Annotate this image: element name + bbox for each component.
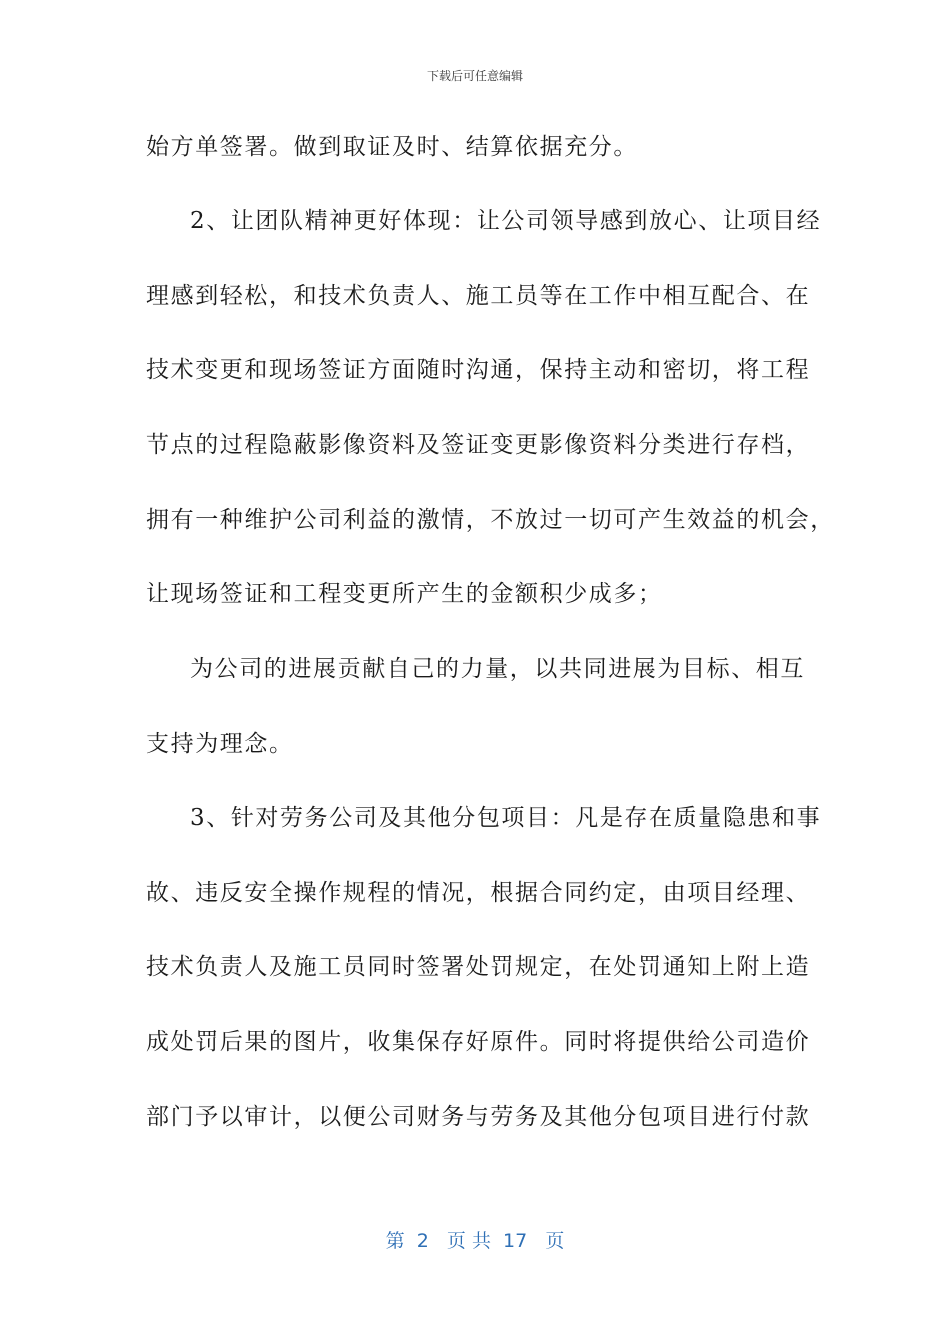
body-line: 节点的过程隐蔽影像资料及签证变更影像资料分类进行存档， <box>146 432 811 458</box>
body-line: 理感到轻松，和技术负责人、施工员等在工作中相互配合、在 <box>146 283 811 309</box>
body-line: 拥有一种维护公司利益的激情，不放过一切可产生效益的机会， <box>146 507 835 533</box>
body-line: 为公司的进展贡献自己的力量，以共同进展为目标、相互 <box>190 656 805 682</box>
body-line: 部门予以审计，以便公司财务与劳务及其他分包项目进行付款 <box>146 1104 811 1130</box>
body-line: 故、违反安全操作规程的情况，根据合同约定，由项目经理、 <box>146 880 811 906</box>
body-line: 3、针对劳务公司及其他分包项目：凡是存在质量隐患和事 <box>190 805 822 831</box>
body-line: 2、让团队精神更好体现：让公司领导感到放心、让项目经 <box>190 208 822 234</box>
body-line: 始方单签署。做到取证及时、结算依据充分。 <box>146 134 638 160</box>
body-line: 技术负责人及施工员同时签署处罚规定，在处罚通知上附上造 <box>146 954 811 980</box>
header-note: 下载后可任意编辑 <box>426 69 523 83</box>
body-line: 让现场签证和工程变更所产生的金额积少成多； <box>146 581 663 607</box>
body-line: 成处罚后果的图片，收集保存好原件。同时将提供给公司造价 <box>146 1029 811 1055</box>
body-line: 技术变更和现场签证方面随时沟通，保持主动和密切，将工程 <box>146 357 811 383</box>
page-number-footer: 第 2 页 共 17 页 <box>385 1230 565 1252</box>
body-line: 支持为理念。 <box>146 731 294 757</box>
